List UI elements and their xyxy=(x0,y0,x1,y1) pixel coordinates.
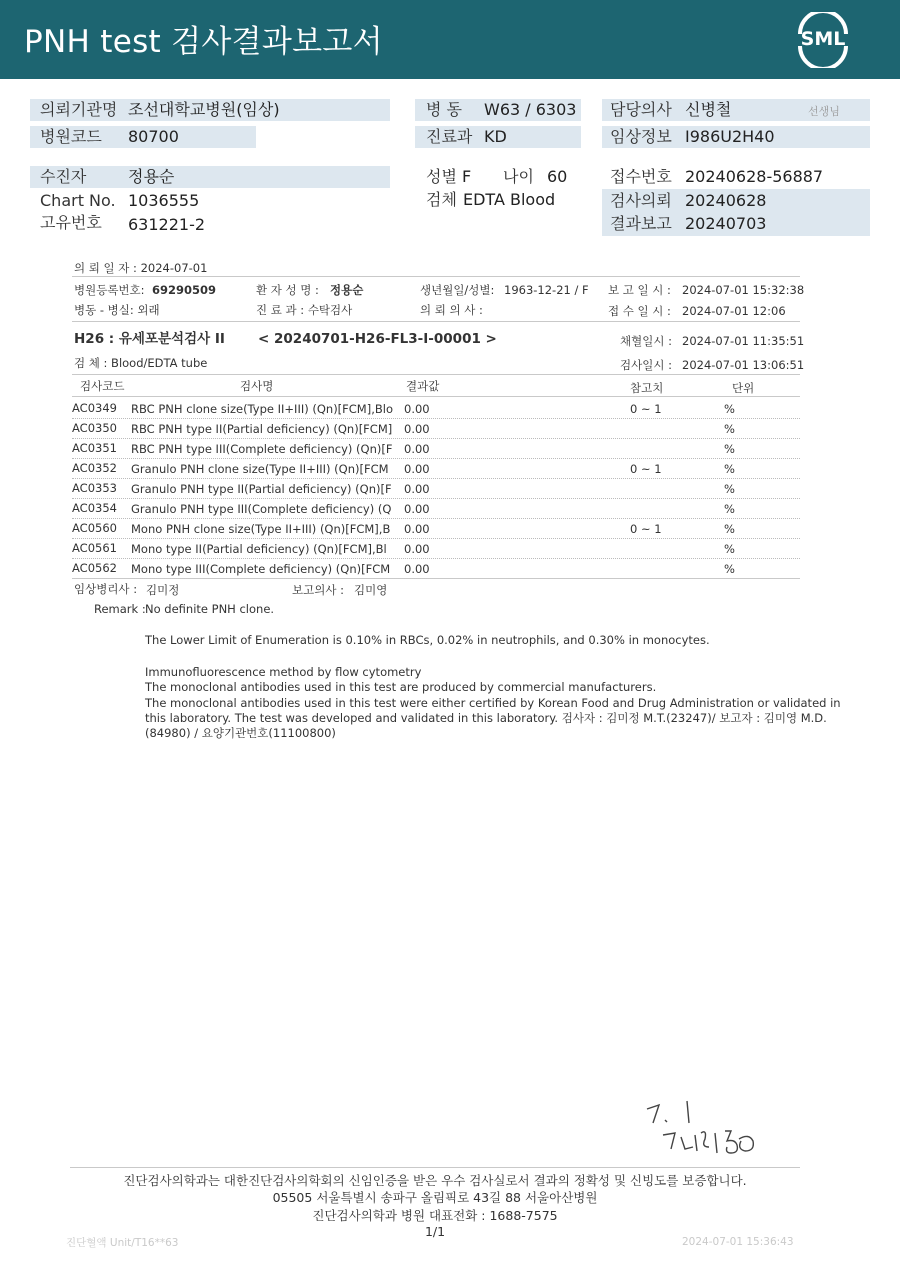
row-code: AC0353 xyxy=(72,481,117,495)
row-code: AC0560 xyxy=(72,521,117,535)
row-test-name: Granulo PNH type III(Complete deficiency) (Q xyxy=(131,502,392,516)
footer-address: 05505 서울특별시 송파구 올림픽로 43길 88 서울아산병원 xyxy=(272,1190,598,1205)
row-ref: 0 ~ 1 xyxy=(630,522,662,536)
row-unit: % xyxy=(724,542,735,556)
row-unit: % xyxy=(724,502,735,516)
chart-value: 1036555 xyxy=(128,191,200,210)
patient-name-value: 정용순 xyxy=(330,283,364,297)
row-code: AC0349 xyxy=(72,401,117,415)
specimen-line: 검 체 : Blood/EDTA tube xyxy=(74,356,208,370)
report-header xyxy=(0,0,900,79)
row-divider xyxy=(72,478,800,479)
reporting-doctor-label: 보고의사 : xyxy=(292,583,344,597)
pathologist-name: 김미정 xyxy=(146,583,180,597)
exam-label: 검사일시 : xyxy=(620,358,672,372)
patient-name-label: 환 자 성 명 : xyxy=(256,283,319,297)
request-label: 검사의뢰 xyxy=(610,191,672,210)
exam-value: 2024-07-01 13:06:51 xyxy=(682,358,805,372)
row-value: 0.00 xyxy=(404,402,430,416)
collect-value: 2024-07-01 11:35:51 xyxy=(682,334,805,348)
test-title: H26 : 유세포분석검사 II xyxy=(74,331,225,347)
reg-no-value: 69290509 xyxy=(152,283,217,297)
row-divider xyxy=(72,518,800,519)
row-unit: % xyxy=(724,522,735,536)
institution-value: 조선대학교병원(임상) xyxy=(128,100,280,119)
remark-line: Immunofluorescence method by flow cytometry xyxy=(145,665,422,679)
row-value: 0.00 xyxy=(404,482,430,496)
row-test-name: Mono type III(Complete deficiency) (Qn)[FCM xyxy=(131,562,391,576)
footer-divider xyxy=(70,1167,800,1168)
reg-no-label: 병원등록번호: xyxy=(74,283,145,297)
row-code: AC0350 xyxy=(72,421,117,435)
dept-value: KD xyxy=(484,127,507,146)
row-code: AC0561 xyxy=(72,541,117,555)
receipt-date-label: 접 수 일 시 : xyxy=(608,304,671,318)
divider xyxy=(72,374,800,375)
logo-text: SML xyxy=(800,28,846,50)
row-unit: % xyxy=(724,482,735,496)
row-code: AC0352 xyxy=(72,461,117,475)
report-title: PNH test 검사결과보고서 xyxy=(24,24,383,60)
reporting-doctor-name: 김미영 xyxy=(354,583,388,597)
ward-value: W63 / 6303 xyxy=(484,100,577,119)
doctor-value: 신병철 xyxy=(685,100,732,119)
report-date-value: 2024-07-01 15:32:38 xyxy=(682,283,805,297)
footer-phone: 진단검사의학과 병원 대표전화 : 1688-7575 xyxy=(312,1208,558,1223)
footer-certification: 진단검사의학과는 대한진단검사의학회의 신임인증을 받은 우수 검사실로서 결과의 정확성 및 신빙도를 보증합니다. xyxy=(123,1173,747,1188)
ward-room: 병동 - 병실: 외래 xyxy=(74,303,160,317)
column-header-ref: 참고치 xyxy=(630,381,664,395)
report-dept: 진 료 과 : 수탁검사 xyxy=(256,303,353,317)
receipt-value: 20240628-56887 xyxy=(685,167,824,186)
row-unit: % xyxy=(724,442,735,456)
row-value: 0.00 xyxy=(404,522,430,536)
remark-line: (84980) / 요양기관번호(11100800) xyxy=(145,726,336,740)
result-value: 20240703 xyxy=(685,214,767,233)
row-test-name: RBC PNH type III(Complete deficiency) (Qn)[F xyxy=(131,442,393,456)
row-value: 0.00 xyxy=(404,542,430,556)
row-test-name: RBC PNH clone size(Type II+III) (Qn)[FCM],Blo xyxy=(131,402,393,416)
footer-print-time: 2024-07-01 15:36:43 xyxy=(682,1236,794,1248)
test-code: < 20240701-H26-FL3-I-00001 > xyxy=(258,331,497,347)
dept-label: 진료과 xyxy=(426,127,473,146)
row-value: 0.00 xyxy=(404,422,430,436)
row-ref: 0 ~ 1 xyxy=(630,402,662,416)
row-test-name: Mono PNH clone size(Type II+III) (Qn)[FCM],B xyxy=(131,522,391,536)
row-code: AC0562 xyxy=(72,561,117,575)
row-value: 0.00 xyxy=(404,562,430,576)
handwritten-signature xyxy=(635,1093,765,1167)
requesting-doctor: 의 뢰 의 사 : xyxy=(420,303,483,317)
row-value: 0.00 xyxy=(404,502,430,516)
patient-label: 수진자 xyxy=(40,167,87,186)
row-test-name: Granulo PNH clone size(Type II+III) (Qn)[FCM xyxy=(131,462,389,476)
row-divider xyxy=(72,458,800,459)
page-number: 1/1 xyxy=(424,1224,446,1239)
row-value: 0.00 xyxy=(404,462,430,476)
remark-line: this laboratory. The test was developed and validated in this laboratory. 검사자 : 김미정 M.T.(23247)/ 보고자 : 김미영 M.D. xyxy=(145,711,827,725)
age-value: 60 xyxy=(547,167,568,186)
dob-value: 1963-12-21 / F xyxy=(504,283,589,297)
column-header-code: 검사코드 xyxy=(80,379,125,393)
row-value: 0.00 xyxy=(404,442,430,456)
row-code: AC0354 xyxy=(72,501,117,515)
signature-icon xyxy=(635,1093,765,1163)
request-value: 20240628 xyxy=(685,191,767,210)
row-divider xyxy=(72,418,800,419)
hospital-code-value: 80700 xyxy=(128,127,179,146)
remark-line: No definite PNH clone. xyxy=(145,602,275,616)
sml-logo xyxy=(792,12,854,68)
column-header-unit: 단위 xyxy=(732,381,755,395)
sex-value: F xyxy=(462,167,472,186)
row-test-name: Granulo PNH type II(Partial deficiency) (Qn)[F xyxy=(131,482,392,496)
row-unit: % xyxy=(724,422,735,436)
row-unit: % xyxy=(724,402,735,416)
clinical-label: 임상정보 xyxy=(610,127,672,146)
row-test-name: Mono type II(Partial deficiency) (Qn)[FCM],Bl xyxy=(131,542,387,556)
row-ref: 0 ~ 1 xyxy=(630,462,662,476)
specimen-value: EDTA Blood xyxy=(463,190,556,209)
specimen-label: 검체 xyxy=(426,190,457,209)
ward-label: 병 동 xyxy=(426,100,462,119)
row-test-name: RBC PNH type II(Partial deficiency) (Qn)[FCM] xyxy=(131,422,393,436)
doctor-label: 담당의사 xyxy=(610,100,672,119)
column-header-name: 검사명 xyxy=(240,379,274,393)
footer-unit-code: 진단혈액 Unit/T16**63 xyxy=(66,1237,179,1249)
remark-line: The Lower Limit of Enumeration is 0.10% in RBCs, 0.02% in neutrophils, and 0.30% in monocytes. xyxy=(145,633,710,647)
institution-label: 의뢰기관명 xyxy=(40,100,118,119)
row-unit: % xyxy=(724,562,735,576)
divider xyxy=(72,578,800,579)
result-label: 결과보고 xyxy=(610,214,672,233)
pathologist-label: 임상병리사 : xyxy=(74,582,138,596)
row-divider xyxy=(72,558,800,559)
divider xyxy=(72,276,800,277)
receipt-label: 접수번호 xyxy=(610,167,672,186)
chart-label: Chart No. xyxy=(40,191,116,210)
dob-label: 생년월일/성별: xyxy=(420,283,495,297)
column-header-value: 결과값 xyxy=(406,379,440,393)
row-divider xyxy=(72,498,800,499)
hospital-code-label: 병원코드 xyxy=(40,127,102,146)
id-label: 고유번호 xyxy=(40,213,102,232)
doctor-suffix: 선생님 xyxy=(808,105,840,118)
age-label: 나이 xyxy=(503,167,534,186)
remark-line: The monoclonal antibodies used in this test were either certified by Korean Food and Drug Administration or validated in xyxy=(145,696,841,710)
request-date: 의 뢰 일 자 : 2024-07-01 xyxy=(74,261,208,275)
collect-label: 채혈일시 : xyxy=(620,334,672,348)
remark-line: The monoclonal antibodies used in this test are produced by commercial manufacturers. xyxy=(145,680,657,694)
row-code: AC0351 xyxy=(72,441,117,455)
row-unit: % xyxy=(724,462,735,476)
receipt-date-value: 2024-07-01 12:06 xyxy=(682,304,786,318)
sex-label: 성별 xyxy=(426,167,457,186)
id-value: 631221-2 xyxy=(128,215,206,234)
divider xyxy=(72,396,800,397)
divider xyxy=(72,321,800,322)
report-date-label: 보 고 일 시 : xyxy=(608,283,671,297)
patient-value: 정용순 xyxy=(128,167,175,186)
clinical-value: I986U2H40 xyxy=(685,127,775,146)
remark-label: Remark : xyxy=(94,602,146,616)
row-divider xyxy=(72,538,800,539)
row-divider xyxy=(72,438,800,439)
